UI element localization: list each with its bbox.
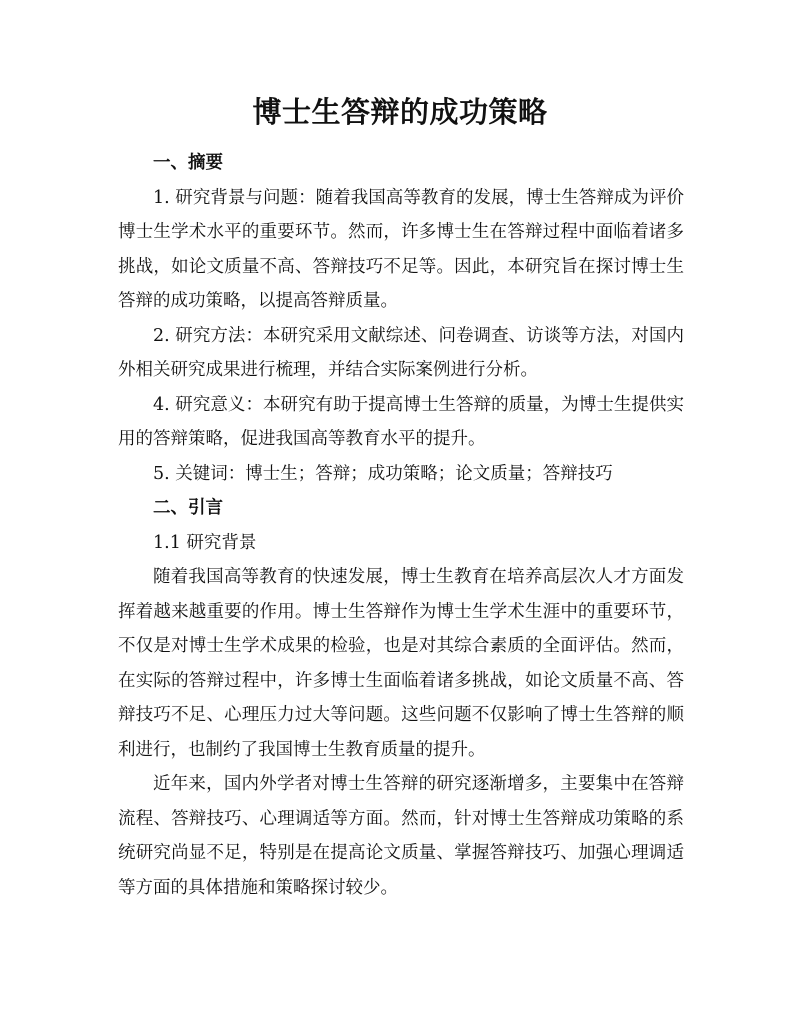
abstract-paragraph-background: 1. 研究背景与问题：随着我国高等教育的发展，博士生答辩成为评价博士生学术水平的重要环节。然而，许多博士生在答辩过程中面临着诸多挑战，如论文质量不高、答辩技巧不足等。因此，本研究旨在探讨博士生答辩的成功策略，以提高答辩质量。 xyxy=(118,187,684,311)
abstract-paragraph-significance: 4. 研究意义：本研究有助于提高博士生答辩的质量，为博士生提供实用的答辩策略，促进我国高等教育水平的提升。 xyxy=(118,394,684,449)
abstract-paragraph-methods: 2. 研究方法：本研究采用文献综述、问卷调查、访谈等方法，对国内外相关研究成果进行梳理，并结合实际案例进行分析。 xyxy=(118,325,684,380)
introduction-paragraph: 随着我国高等教育的快速发展，博士生教育在培养高层次人才方面发挥着越来越重要的作用。博士生答辩作为博士生学术生涯中的重要环节，不仅是对博士生学术成果的检验，也是对其综合素质的全面评估。然而，在实际的答辩过程中，许多博士生面临着诸多挑战，如论文质量不高、答辩技巧不足、心理压力过大等问题。这些问题不仅影响了博士生答辩的顺利进行，也制约了我国博士生教育质量的提升。 xyxy=(118,567,684,760)
introduction-paragraph: 近年来，国内外学者对博士生答辩的研究逐渐增多，主要集中在答辩流程、答辩技巧、心理调适等方面。然而，针对博士生答辩成功策略的系统研究尚显不足，特别是在提高论文质量、掌握答辩技巧、加强心理调适等方面的具体措施和策略探讨较少。 xyxy=(118,774,684,898)
abstract-paragraph-keywords: 5. 关键词：博士生；答辩；成功策略；论文质量；答辩技巧 xyxy=(153,463,613,484)
section-heading-abstract: 一、摘要 xyxy=(153,153,223,173)
document-body xyxy=(118,146,684,905)
document-title: 博士生答辩的成功策略 xyxy=(252,95,548,129)
subsection-heading-background: 1.1 研究背景 xyxy=(153,532,257,553)
section-heading-introduction: 二、引言 xyxy=(153,498,223,518)
